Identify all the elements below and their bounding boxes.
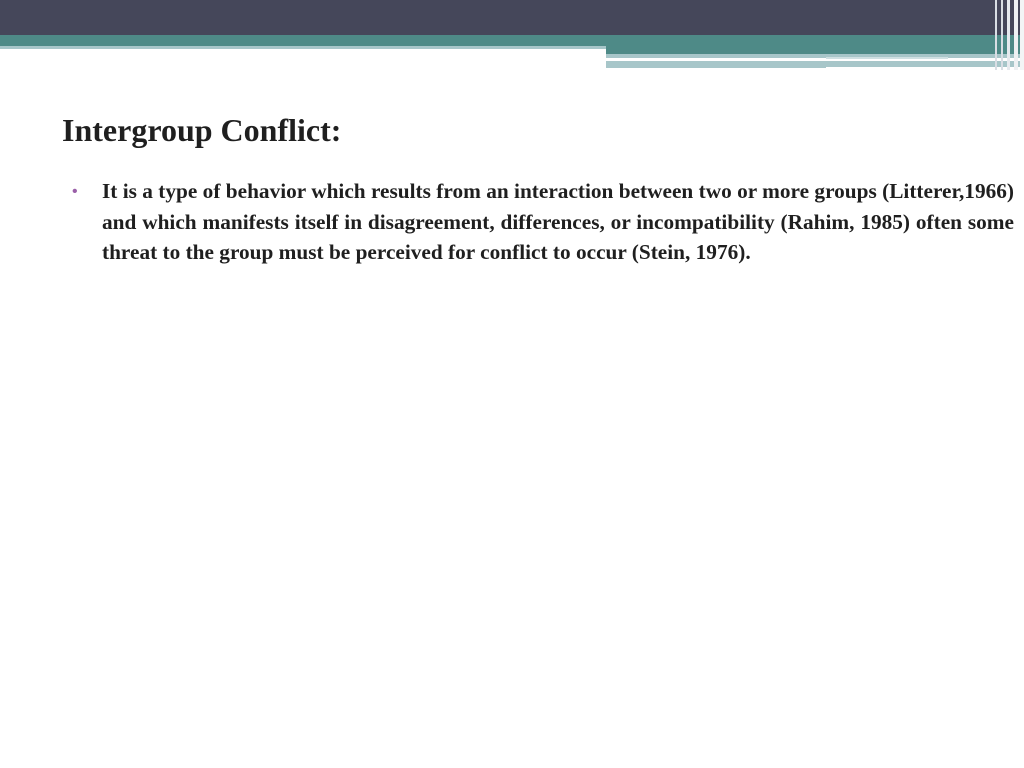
banner-stripe-5 — [1020, 0, 1024, 70]
banner-light-band-left — [0, 46, 606, 49]
bullet-item — [72, 176, 1014, 268]
banner-stripe-1 — [995, 0, 997, 70]
banner-light-band-right — [606, 54, 1024, 58]
bullet-list — [72, 176, 1014, 268]
banner-light-strip-end — [826, 61, 1024, 67]
slide-title: Intergroup Conflict: — [62, 112, 342, 148]
banner-stripe-3 — [1007, 0, 1010, 70]
banner-thin-line — [826, 57, 948, 59]
banner-stripe-4 — [1014, 0, 1018, 70]
banner-dark-band — [0, 0, 1024, 35]
banner-light-strip-lower — [606, 61, 826, 68]
header-banner — [0, 0, 1024, 72]
bullet-text: It is a type of behavior which results from an interaction between two or more groups (Litterer,1966) and which manifests itself in disagreement, differences, or incompatibility (Rahim, 1985) often some threat to the group must be perceived for conflict to occur (Stein, 1976). — [102, 179, 1014, 265]
banner-stripe-2 — [1001, 0, 1003, 70]
bullet-dot-icon: • — [72, 183, 78, 200]
banner-teal-lower-right — [606, 46, 1024, 54]
banner-teal-band — [0, 35, 1024, 46]
